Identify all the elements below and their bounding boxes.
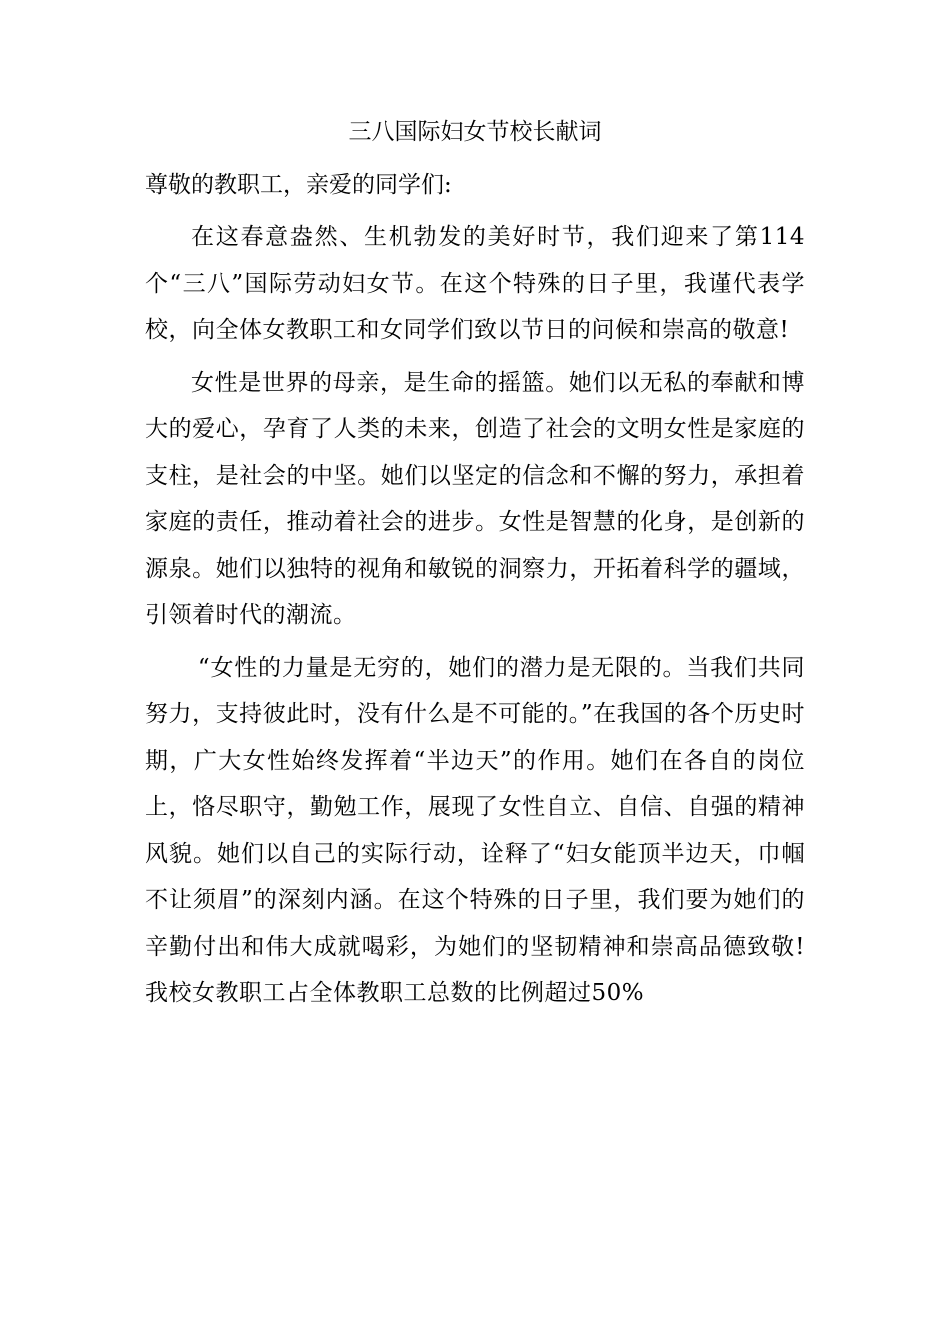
salutation: 尊敬的教职工，亲爱的同学们: <box>145 172 452 198</box>
paragraph-women-role: 女性是世界的母亲，是生命的摇篮。她们以无私的奉献和博大的爱心，孕育了人类的未来，创造了社会的文明女性是家庭的支柱，是社会的中坚。她们以坚定的信念和不懈的努力，承担着家庭的责任，推动着社会的进步。女性是智慧的化身，是创新的源泉。她们以独特的视角和敏锐的洞察力，开拓着科学的疆域，引领着时代的潮流。 <box>145 369 805 628</box>
paragraph-greeting: 在这春意盎然、生机勃发的美好时节，我们迎来了第114个“三八”国际劳动妇女节。在这个特殊的日子里，我谨代表学校，向全体女教职工和女同学们致以节日的问候和崇高的敬意! <box>145 224 805 343</box>
document-title: 三八国际妇女节校长献词 <box>348 119 602 145</box>
document-page <box>145 112 805 1023</box>
paragraph-women-strength: “女性的力量是无穷的，她们的潜力是无限的。当我们共同努力，支持彼此时，没有什么是不可能的。”在我国的各个历史时期，广大女性始终发挥着“半边天”的作用。她们在各自的岗位上，恪尽职守，勤勉工作，展现了女性自立、自信、自强的精神风貌。她们以自己的实际行动，诠释了“妇女能顶半边天，巾帼不让须眉”的深刻内涵。在这个特殊的日子里，我们要为她们的辛勤付出和伟大成就喝彩，为她们的坚韧精神和崇高品德致敬!我校女教职工占全体教职工总数的比例超过50% <box>145 654 805 1006</box>
